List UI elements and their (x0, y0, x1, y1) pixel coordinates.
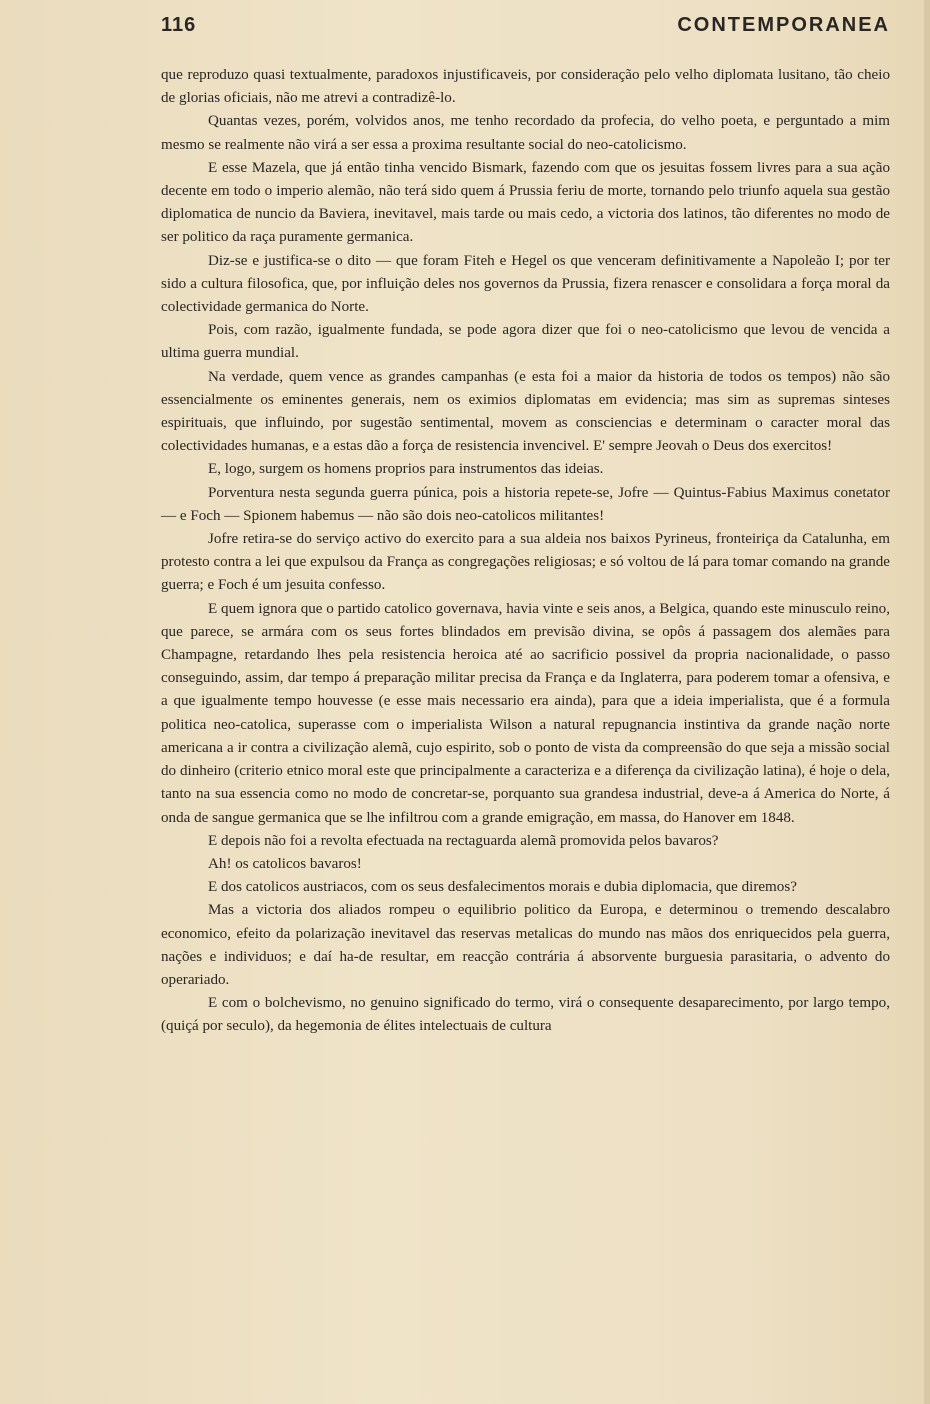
paragraph-5: Pois, com razão, igualmente fundada, se pode agora dizer que foi o neo-catolicismo que levou de vencida a ultima guerra mundial. (161, 322, 890, 362)
paragraph-9: Jofre retira-se do serviço activo do exercito para a sua aldeia nos baixos Pyrineus, fronteiriça da Catalunha, em protesto contra a lei que expulsou da França as congregações religiosas; e só voltou de lá para tomar comando na grande guerra; e Foch é um jesuita confesso. (161, 531, 890, 594)
paragraph-4: Diz-se e justifica-se o dito — que foram Fiteh e Hegel os que venceram definitivamente a Napoleão I; por ter sido a cultura filosofica, que, por influição deles nos governos da Prussia, fizera renascer e consolidara a força moral da colectividade germanica do Norte. (161, 252, 890, 316)
paragraph-11: E depois não foi a revolta efectuada na rectaguarda alemã promovida pelos bavaros? (208, 832, 719, 849)
running-title: CONTEMPORANEA (677, 14, 890, 36)
paragraph-12: Ah! os catolicos bavaros! (208, 855, 362, 872)
paragraph-10: E quem ignora que o partido catolico governava, havia vinte e seis anos, a Belgica, quando este minusculo reino, que parece, se armára com os seus fortes blindados em previsão divina, se opôs á passagem dos alemães para Champagne, retardando lhes pela resistencia heroica até ao sacrificio possivel da propria nacionalidade, o passo conseguindo, assim, dar tempo á preparação militar precisa da França e da Inglaterra, para poderem tomar a ofensiva, e a que igualmente tempo houvesse (e esse mais necessario era ainda), para que a ideia imperialista, que é a formula politica neo-catolica, superasse com o imperialista Wilson a natural repugnancia instintiva da grande nação norte americana a ir contra a civilização alemã, cujo espirito, sob o ponto de vista da compreensão do que seja a missão social do dinheiro (criterio etnico moral este que principalmente a caracteriza e a diferença da civilização latina), é hoje o dela, tanto na sua essencia como no modo de concretar-se, porquanto sua grandesa industrial, deve-a á America do Norte, á onda de sangue germanica que se lhe infiltrou com a grande emigração, em massa, do Hanover em 1848. (161, 600, 890, 826)
paragraph-2: Quantas vezes, porém, volvidos anos, me tenho recordado da profecia, do velho poeta, e perguntado a mim mesmo se realmente não virá a ser essa a proxima resultante social do neo-catolicismo. (161, 113, 890, 153)
body-text (161, 64, 890, 1039)
paragraph-14: Mas a victoria dos aliados rompeu o equilibrio politico da Europa, e determinou o tremendo descalabro economico, efeito da polarização inevitavel das reservas metalicas do mundo nas mãos dos enriquecidos pela guerra, nações e individuos; e daí ha-de resultar, em reacção contrária á absorvente burguesia parasitaria, o advento do operariado. (161, 902, 890, 988)
paragraph-7: E, logo, surgem os homens proprios para instrumentos das ideias. (208, 461, 604, 478)
page-number: 116 (161, 14, 197, 36)
page-edge (924, 0, 930, 1404)
paragraph-6: Na verdade, quem vence as grandes campanhas (e esta foi a maior da historia de todos os tempos) não são essencialmente os eminentes generais, nem os eximios diplomatas em evidencia; mas sim as supremas sinteses espirituais, que influindo, por sugestão sentimental, movem as consciencias e determinam o caracter moral das colectividades humanas, e a estas dão a força de resistencia invencivel. E' sempre Jeovah o Deus dos exercitos! (161, 368, 890, 455)
paragraph-8: Porventura nesta segunda guerra púnica, pois a historia repete-se, Jofre — Quintus-Fabius Maximus conetator — e Foch — Spionem habemus — não são dois neo-catolicos militantes! (161, 484, 890, 524)
paragraph-15: E com o bolchevismo, no genuino significado do termo, virá o consequente desaparecimento, por largo tempo, (quiçá por seculo), da hegemonia de élites intelectuais de cultura (161, 995, 890, 1035)
page-header (161, 14, 890, 44)
paragraph-3: E esse Mazela, que já então tinha vencido Bismark, fazendo com que os jesuitas fossem livres para a sua ação decente em todo o imperio alemão, não terá sido quem á Prussia feriu de morte, tornando pelo triunfo aquela sua gestão diplomatica de nuncio da Baviera, inevitavel, mais tarde ou mais cedo, a victoria dos latinos, tão diferentes no modo de ser politico da raça puramente germanica. (161, 159, 890, 246)
paragraph-1: que reproduzo quasi textualmente, paradoxos injustificaveis, por consideração pelo velho diplomata lusitano, tão cheio de glorias oficiais, não me atrevi a contradizê-lo. (161, 67, 890, 107)
paragraph-13: E dos catolicos austriacos, com os seus desfalecimentos morais e dubia diplomacia, que diremos? (208, 879, 797, 896)
